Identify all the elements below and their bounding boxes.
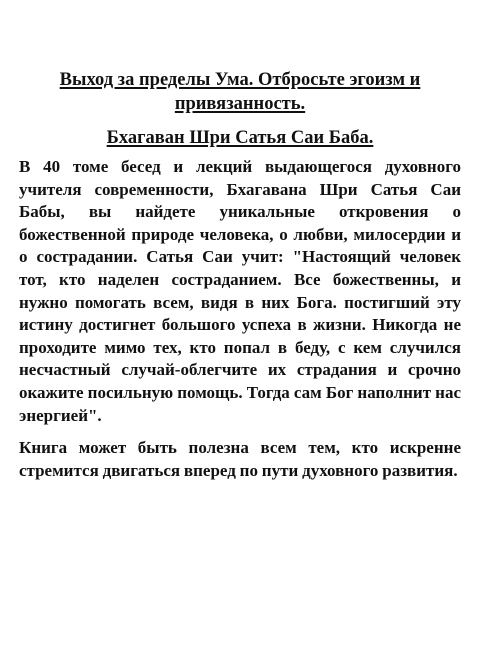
author-name: Бхагаван Шри Сатья Саи Баба. (106, 128, 374, 148)
document-page (19, 68, 461, 482)
audience-paragraph: Книга может быть полезна всем тем, кто искренне стремится двигаться вперед по пути духовного развития. (19, 438, 461, 480)
document-title: Выход за пределы Ума. Отбросьте эгоизм и привязанность. (59, 70, 421, 114)
description-paragraph: В 40 томе бесед и лекций выдающегося духовного учителя современности, Бхагавана Шри Сатья Саи Бабы, вы найдете уникальные откровения о божественной природе человека, о любви, милосердии и о сострадании. Сатья Саи учит: "Настоящий человек тот, кто наделен состраданием. Все божественны, и нужно помогать всем, видя в них Бога. постигший эту истину достигнет большого успеха в жизни. Никогда не проходите мимо тех, кто попал в беду, с кем случился несчастный случай-облегчите их страдания и срочно окажите посильную помощь. Тогда сам Бог наполнит нас энергией". (19, 157, 461, 425)
